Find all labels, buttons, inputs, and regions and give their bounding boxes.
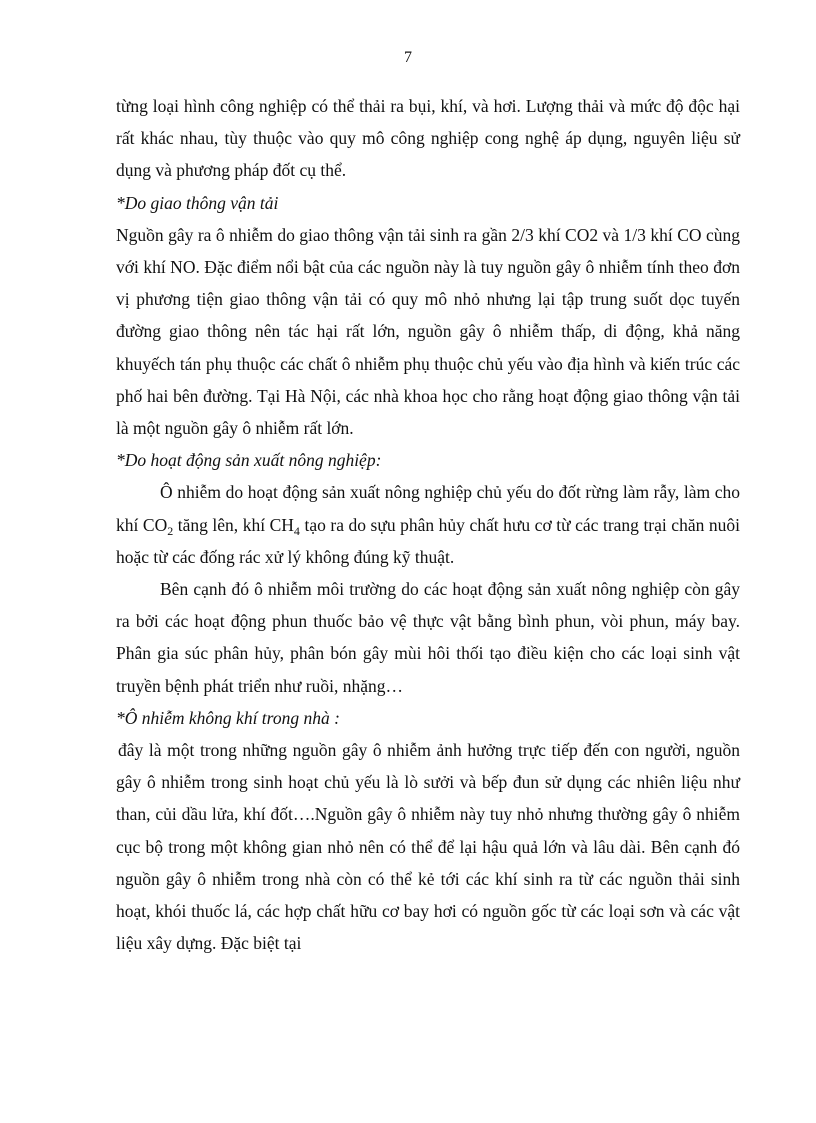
heading-agriculture: *Do hoạt động sản xuất nông nghiệp: — [116, 450, 382, 471]
heading-indoor-air: *Ô nhiễm không khí trong nhà : — [116, 707, 340, 728]
paragraph-agriculture-1 — [116, 476, 740, 573]
subscript-4: 4 — [293, 523, 300, 538]
subscript-2: 2 — [167, 523, 174, 538]
text-segment: tăng lên, khí CH — [173, 514, 294, 535]
paragraph-agriculture-2: Bên cạnh đó ô nhiễm môi trường do các hoạt động sản xuất nông nghiệp còn gây ra bởi các hoạt động phun thuốc bảo vệ thực vật bằng bình phun, vòi phun, máy bay. Phân gia súc phân hủy, phân bón gây mùi hôi thối tạo điều kiện cho các loại sinh vật truyền bệnh phát triển như ruồi, nhặng… — [116, 579, 740, 696]
page-number: 7 — [404, 49, 412, 66]
text-segment: Ô nhiễm do hoạt động sản xuất nông nghiệp chủ yếu do đốt rừng làm rẫy, làm cho khí CO — [116, 482, 740, 535]
document-body — [116, 90, 740, 959]
paragraph-indoor-air: đây là một trong những nguồn gây ô nhiễm ảnh hưởng trực tiếp đến con người, nguồn gây ô nhiễm trong sinh hoạt chủ yếu là lò sưởi và bếp đun sử dụng các nhiên liệu như than, củi dầu lửa, khí đốt….Nguồn gây ô nhiễm này tuy nhỏ nhưng thường gây ô nhiễm cục bộ trong một không gian nhỏ nên có thể để lại hậu quả lớn và lâu dài. Bên cạnh đó nguồn gây ô nhiễm trong nhà còn có thể kẻ tới các khí sinh ra từ các nguồn thải sinh hoạt, khói thuốc lá, các hợp chất hữu cơ bay hơi có nguồn gốc từ các loại sơn và các vật liệu xây dựng. Đặc biệt tại — [116, 740, 740, 954]
paragraph-transport: Nguồn gây ra ô nhiễm do giao thông vận tải sinh ra gần 2/3 khí CO2 và 1/3 khí CO cùng với khí NO. Đặc điểm nổi bật của các nguồn này là tuy nguồn gây ô nhiễm tính theo đơn vị phương tiện giao thông vận tải có quy mô nhỏ nhưng lại tập trung suốt dọc tuyến đường giao thông nên tác hại rất lớn, nguồn gây ô nhiễm thấp, di động, khả năng khuyếch tán phụ thuộc các chất ô nhiễm phụ thuộc chủ yếu vào địa hình và kiến trúc các phố hai bên đường. Tại Hà Nội, các nhà khoa học cho rằng hoạt động giao thông vận tải là một nguồn gây ô nhiễm rất lớn. — [116, 224, 740, 439]
text-segment: tạo ra do sựu phân hủy chất hưu cơ từ các trang trại chăn nuôi hoặc từ các đống rác xử lý không đúng kỹ thuật. — [116, 514, 740, 567]
heading-transport: *Do giao thông vận tải — [116, 192, 279, 213]
paragraph-industry-continued: từng loại hình công nghiệp có thể thải ra bụi, khí, và hơi. Lượng thải và mức độ độc hại rất khác nhau, tùy thuộc vào quy mô công nghiệp cong nghệ áp dụng, nguyên liệu sử dụng và phương pháp đốt cụ thể. — [116, 96, 740, 181]
